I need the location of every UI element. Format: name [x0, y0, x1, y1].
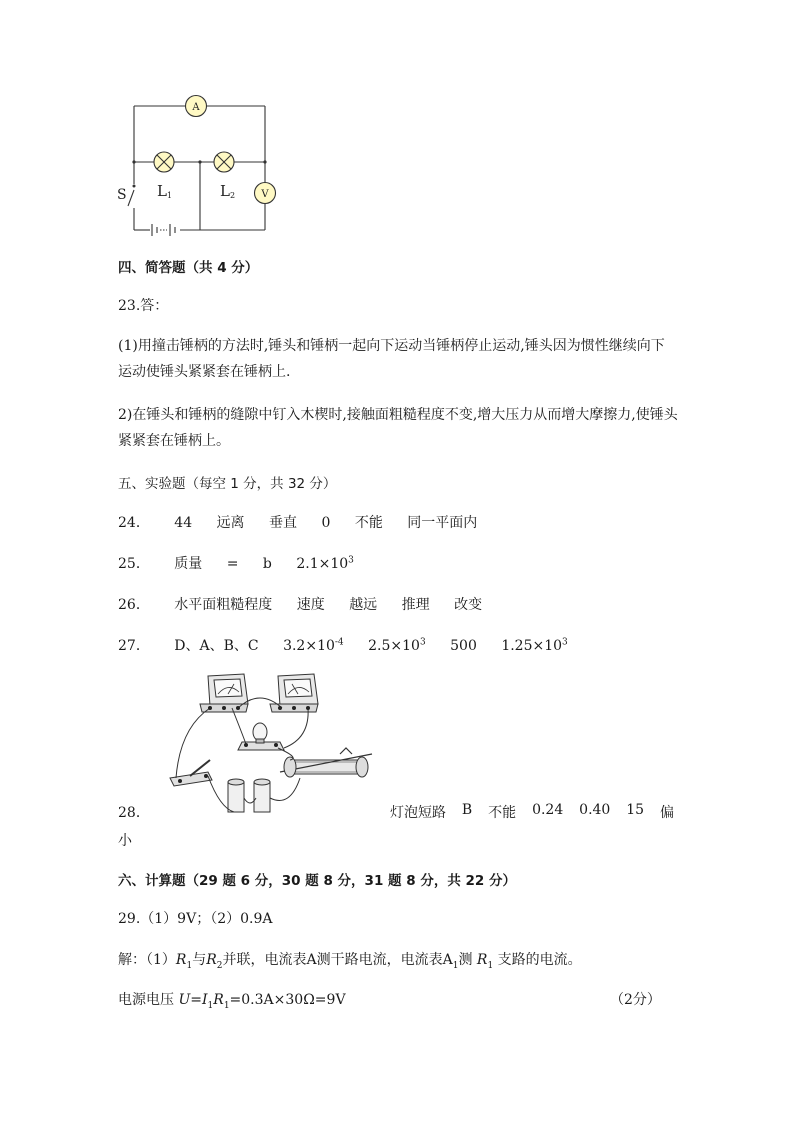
ammeter-label: A [192, 102, 200, 113]
q24-answer: 同一平面内 [407, 515, 478, 531]
switch-label: S [117, 187, 127, 203]
q23-paragraph-2: 2)在锤头和锤柄的缝隙中钉入木楔时,接触面粗糙程度不变,增大压力从而增大摩擦力,使锤头紧紧套在锤柄上。 [118, 407, 678, 449]
q25-answer: b [262, 556, 272, 572]
q28-answers [390, 802, 674, 822]
q28-answer: 不能 [488, 805, 517, 821]
q28-answer: 0.40 [579, 802, 611, 818]
lamp-l1-symbol [154, 152, 174, 172]
circuit-diagram-lamps [112, 92, 287, 242]
q28-answer: B [461, 802, 473, 818]
q26-answer: 推理 [401, 597, 430, 613]
q24-answer: 不能 [354, 515, 383, 531]
q27-answer: $1.25\times 10^3$ [501, 637, 568, 654]
lamp1-sub: 1 [166, 191, 173, 200]
lamp2-label: L [220, 182, 230, 200]
q26-answer: 改变 [454, 597, 483, 613]
q26-row [118, 594, 502, 614]
q28-answer: 偏 [660, 805, 674, 821]
q25-number: 25． [118, 556, 150, 572]
q29-solution-label: 解：（1） [118, 952, 176, 968]
q28-number: 28． [118, 805, 150, 821]
q28-answer: 灯泡短路 [390, 805, 446, 821]
q27-answer: $3.2\times 10^{-4}$ [283, 637, 344, 654]
q29-answer: 29.（1）9V；（2）0.9A [118, 911, 273, 927]
q25-row [118, 553, 374, 573]
q24-number: 24． [118, 515, 150, 531]
q24-answer: 0 [321, 515, 331, 531]
q26-answer: 越远 [349, 597, 378, 613]
lamp2-sub: 2 [229, 191, 236, 200]
q29-voltage-line [118, 989, 346, 1011]
q26-number: 26． [118, 597, 150, 613]
q25-answer: $2.1\times 10^3$ [296, 555, 354, 572]
q29-solution-line [118, 949, 582, 971]
q23-label: 23.答： [118, 298, 169, 314]
lamp-l2-symbol [214, 152, 234, 172]
q27-row [118, 635, 588, 655]
q25-answer: = [226, 556, 239, 572]
q26-answer: 速度 [296, 597, 325, 613]
q27-answer: 500 [450, 638, 477, 654]
q24-answer: 远离 [216, 515, 245, 531]
q29-solution-text: $R_1$与$R_2$并联，电流表A测干路电流，电流表$A_1$测 $R_1$ 支路的电流。 [175, 952, 582, 971]
q29-score: （2分） [610, 992, 661, 1008]
q24-answer: 44 [174, 515, 193, 531]
q27-number: 27． [118, 638, 150, 654]
voltmeter-symbol [255, 183, 276, 204]
q27-answer: D、A、B、C [174, 638, 259, 654]
lamp1-label: L [157, 182, 167, 200]
q29-voltage-label: 电源电压 [118, 992, 174, 1008]
q24-row [118, 512, 497, 532]
q26-answer: 水平面粗糙程度 [174, 597, 273, 613]
q27-answer: $2.5\times 10^3$ [368, 637, 426, 654]
svg-text:L1 [157, 182, 172, 200]
section4-title: 四、简答题（共 4 分） [118, 260, 259, 276]
q29-voltage-equation: $U=I_1R_1=0.3A\times 30\Omega=9V$ [178, 992, 346, 1011]
q23-paragraph-1: (1)用撞击锤柄的方法时,锤头和锤柄一起向下运动当锤柄停止运动,锤头因为惯性继续向下运动使锤头紧紧套在锤柄上. [118, 338, 665, 380]
experiment-apparatus-illustration [160, 668, 382, 818]
section6-title: 六、计算题（29 题 6 分，30 题 8 分，31 题 8 分，共 22 分） [118, 873, 517, 889]
q28-answer: 15 [626, 802, 645, 818]
section5-title: 五、实验题（每空 1 分，共 32 分） [118, 476, 337, 492]
svg-text:L2 [220, 182, 235, 200]
q28-continuation: 小 [118, 833, 132, 849]
q28-answer: 0.24 [532, 802, 564, 818]
ammeter-symbol [186, 96, 207, 117]
voltmeter-label: V [261, 189, 269, 200]
q24-answer: 垂直 [269, 515, 298, 531]
q25-answer: 质量 [174, 556, 203, 572]
